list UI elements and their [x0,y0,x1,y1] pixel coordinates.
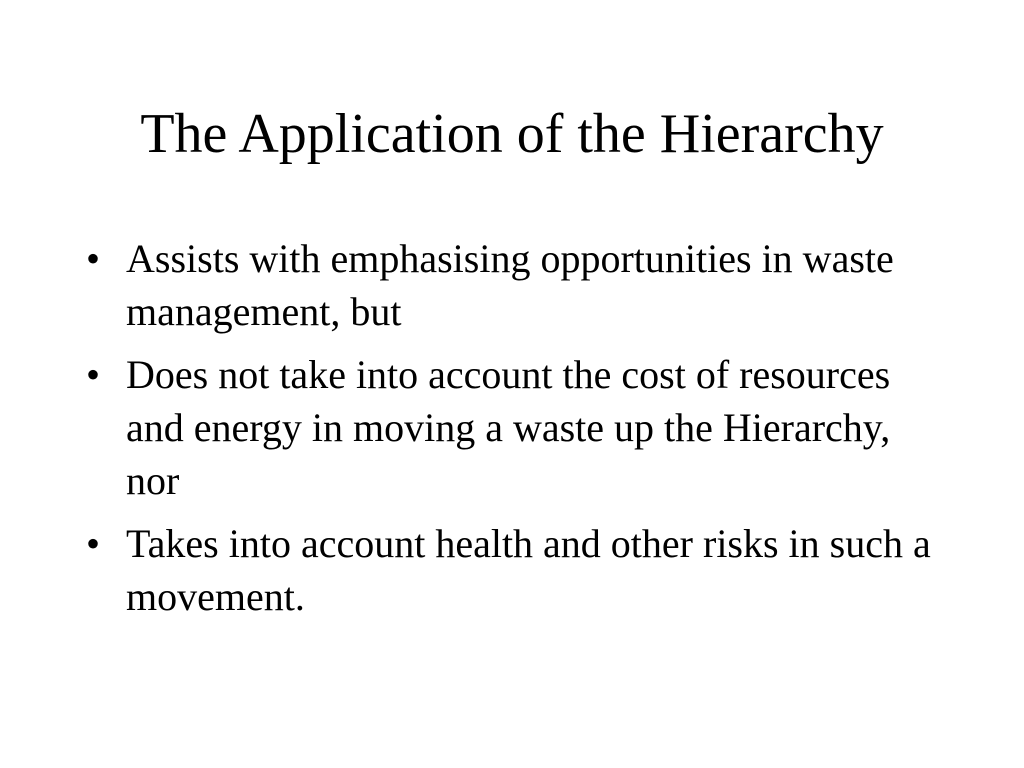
bullet-list [86,232,946,633]
slide-title: The Application of the Hierarchy [140,103,884,165]
bullet-marker: • [86,352,101,397]
bullet-text: Assists with emphasising opportunities in waste management, but [126,236,894,334]
bullet-item [86,348,946,507]
bullet-item [86,232,946,338]
bullet-text: Does not take into account the cost of resources and energy in moving a waste up the Hierarchy, nor [126,352,891,503]
bullet-marker: • [86,236,101,281]
bullet-item [86,517,946,623]
bullet-text: Takes into account health and other risks in such a movement. [126,521,931,619]
bullet-marker: • [86,521,101,566]
